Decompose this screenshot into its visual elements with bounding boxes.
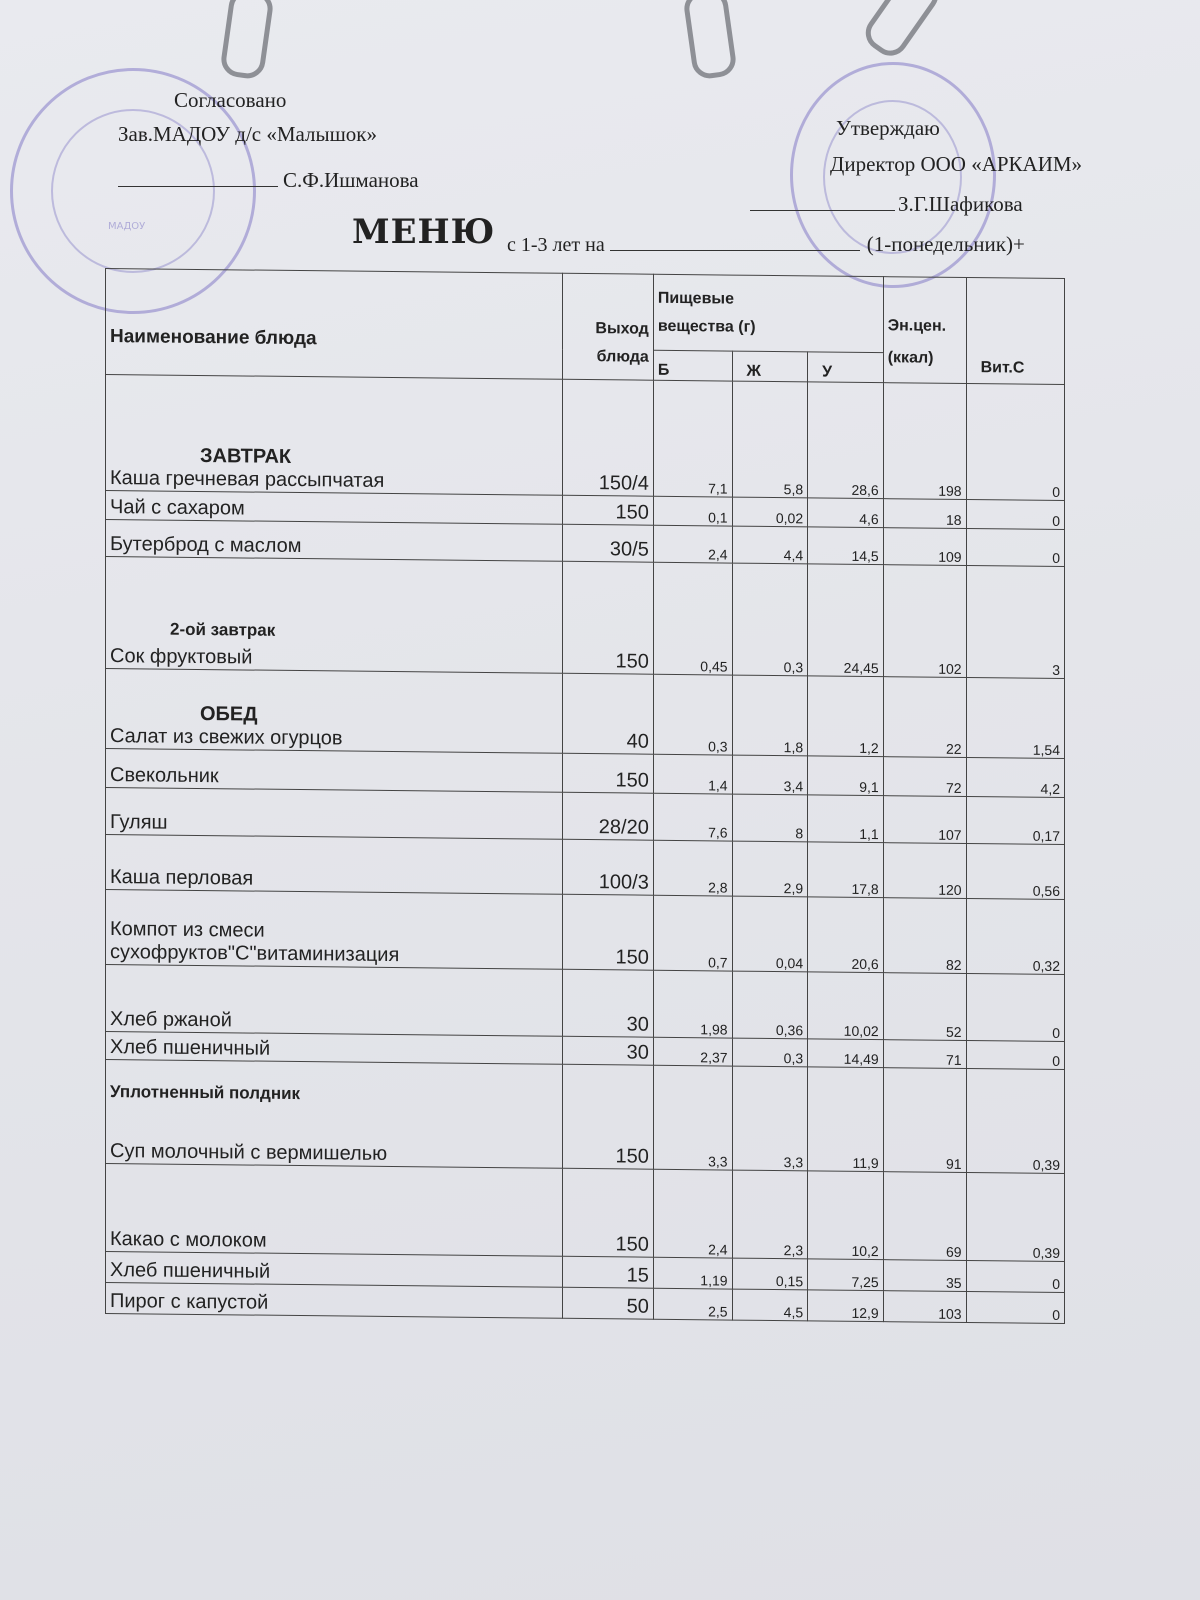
dish-name: Хлеб ржаной xyxy=(110,1008,232,1032)
vitamin-c-cell: 3 xyxy=(966,566,1064,679)
dish-name-cell xyxy=(106,520,563,562)
table-row xyxy=(106,557,1065,679)
paper-clip-icon xyxy=(859,0,946,63)
dish-name-cell xyxy=(106,1164,563,1257)
carbs-cell: 9,1 xyxy=(808,756,884,796)
column-header-protein: Б xyxy=(653,350,732,381)
energy-cell: 82 xyxy=(883,898,966,974)
carbs-cell: 7,25 xyxy=(808,1259,884,1291)
approved-position: Директор ООО «АРКАИМ» xyxy=(830,152,1083,176)
column-header-yield xyxy=(562,273,653,380)
dish-name-cell xyxy=(106,491,563,525)
page-title: МЕНЮ xyxy=(352,212,496,252)
protein-cell: 2,37 xyxy=(653,1037,732,1066)
yield-cell: 150 xyxy=(562,1064,653,1169)
dish-name-cell xyxy=(106,557,563,674)
energy-cell: 109 xyxy=(883,528,966,566)
fat-cell: 5,8 xyxy=(732,381,808,498)
dish-name-continued: сухофруктов"С"витаминизация xyxy=(110,941,400,967)
vitamin-c-cell: 0 xyxy=(966,1041,1064,1070)
column-header-name: Наименование блюда xyxy=(106,269,563,380)
vitamin-c-cell: 4,2 xyxy=(966,758,1064,798)
carbs-cell: 11,9 xyxy=(808,1067,884,1172)
table-row xyxy=(106,890,1065,975)
yield-cell: 150/4 xyxy=(562,379,653,496)
vitamin-c-cell: 0 xyxy=(966,384,1064,501)
approval-stamp-left: МАДОУ xyxy=(10,68,256,314)
fat-cell: 0,02 xyxy=(732,497,808,527)
yield-cell: 150 xyxy=(562,753,653,793)
paper-clip-icon xyxy=(682,0,738,81)
column-header-energy-line2: (ккал) xyxy=(887,349,934,367)
table-row xyxy=(106,835,1065,900)
signature-line-right xyxy=(750,210,895,211)
paper-clip-icon xyxy=(219,0,275,81)
protein-cell: 0,3 xyxy=(653,674,732,755)
carbs-cell: 4,6 xyxy=(808,498,884,528)
yield-cell: 50 xyxy=(562,1287,653,1319)
vitamin-c-cell: 0 xyxy=(966,1292,1064,1324)
page-subtitle xyxy=(507,232,1025,257)
yield-cell: 28/20 xyxy=(562,792,653,840)
carbs-cell: 14,5 xyxy=(808,527,884,565)
vitamin-c-cell: 0 xyxy=(966,974,1064,1042)
energy-cell: 102 xyxy=(883,565,966,678)
protein-cell: 2,8 xyxy=(653,840,732,896)
fat-cell: 4,4 xyxy=(732,526,808,564)
dish-name-cell xyxy=(106,965,563,1037)
fat-cell: 1,8 xyxy=(732,675,808,756)
fat-cell: 3,4 xyxy=(732,755,808,795)
signature-line-left xyxy=(118,186,278,187)
dish-name-cell xyxy=(106,669,563,754)
energy-cell: 103 xyxy=(883,1291,966,1323)
protein-cell: 0,7 xyxy=(653,895,732,971)
vitamin-c-cell: 1,54 xyxy=(966,678,1064,759)
dish-name-cell xyxy=(106,375,563,496)
vitamin-c-cell: 0 xyxy=(966,500,1064,530)
dish-name: Свекольник xyxy=(110,764,219,788)
fat-cell: 0,3 xyxy=(732,563,808,676)
menu-table xyxy=(105,268,1065,1324)
date-blank-line xyxy=(610,250,860,251)
agreed-position: Зав.МАДОУ д/с «Малышок» xyxy=(118,122,378,146)
fat-cell: 2,9 xyxy=(732,841,808,897)
yield-cell: 30 xyxy=(562,1036,653,1065)
meal-section-title: ОБЕД xyxy=(200,702,258,726)
protein-cell: 2,5 xyxy=(653,1288,732,1320)
vitamin-c-cell: 0,39 xyxy=(966,1173,1064,1262)
age-group-label: с 1-3 лет на xyxy=(507,234,605,256)
column-header-yield-line2: блюда xyxy=(596,348,649,366)
dish-name: Салат из свежих огурцов xyxy=(110,725,343,750)
carbs-cell: 10,2 xyxy=(808,1171,884,1260)
column-header-vitc: Вит.С xyxy=(966,278,1064,385)
yield-cell: 150 xyxy=(562,1168,653,1257)
agreed-name: С.Ф.Ишманова xyxy=(283,168,419,192)
yield-cell: 40 xyxy=(562,673,653,754)
column-header-nutrients xyxy=(653,274,883,352)
protein-cell: 3,3 xyxy=(653,1065,732,1170)
energy-cell: 72 xyxy=(883,757,966,797)
dish-name-cell xyxy=(106,835,563,895)
dish-name-cell xyxy=(106,1032,563,1065)
column-header-energy-line1: Эн.цен. xyxy=(887,317,947,335)
dish-name: Компот из смеси xyxy=(110,918,265,942)
agreed-label: Согласовано xyxy=(174,88,287,112)
yield-cell: 150 xyxy=(562,561,653,674)
energy-cell: 35 xyxy=(883,1260,966,1292)
column-header-carbs: У xyxy=(808,352,884,383)
carbs-cell: 28,6 xyxy=(808,382,884,499)
protein-cell: 1,4 xyxy=(653,754,732,794)
dish-name: Каша гречневая рассыпчатая xyxy=(110,467,385,492)
protein-cell: 0,45 xyxy=(653,562,732,675)
energy-cell: 198 xyxy=(883,383,966,500)
carbs-cell: 10,02 xyxy=(808,972,884,1040)
carbs-cell: 1,1 xyxy=(808,795,884,843)
carbs-cell: 20,6 xyxy=(808,897,884,973)
energy-cell: 69 xyxy=(883,1172,966,1261)
energy-cell: 52 xyxy=(883,973,966,1041)
table-row xyxy=(106,1060,1065,1174)
column-header-nutrients-line2: вещества (г) xyxy=(657,317,756,336)
approved-name: З.Г.Шафикова xyxy=(898,192,1023,216)
dish-name: Бутерброд с маслом xyxy=(110,533,302,558)
protein-cell: 7,1 xyxy=(653,380,732,497)
protein-cell: 7,6 xyxy=(653,793,732,841)
dish-name-cell xyxy=(106,1060,563,1169)
yield-cell: 15 xyxy=(562,1256,653,1288)
dish-name: Пирог с капустой xyxy=(110,1290,269,1314)
dish-name: Какао с молоком xyxy=(110,1228,267,1252)
dish-name-cell xyxy=(106,788,563,840)
energy-cell: 107 xyxy=(883,796,966,844)
column-header-energy xyxy=(883,277,966,384)
protein-cell: 2,4 xyxy=(653,525,732,563)
meal-section-title: 2-ой завтрак xyxy=(170,619,276,640)
energy-cell: 120 xyxy=(883,843,966,899)
carbs-cell: 17,8 xyxy=(808,842,884,898)
approved-label: Утверждаю xyxy=(836,116,940,140)
fat-cell: 8 xyxy=(732,794,808,842)
vitamin-c-cell: 0,17 xyxy=(966,797,1064,845)
protein-cell: 1,98 xyxy=(653,970,732,1038)
column-header-fat: Ж xyxy=(732,351,808,382)
vitamin-c-cell: 0,32 xyxy=(966,899,1064,975)
dish-name-cell xyxy=(106,1283,563,1319)
fat-cell: 0,15 xyxy=(732,1258,808,1290)
carbs-cell: 12,9 xyxy=(808,1290,884,1322)
dish-name: Хлеб пшеничный xyxy=(110,1259,271,1283)
dish-name-cell xyxy=(106,1252,563,1288)
fat-cell: 0,3 xyxy=(732,1038,808,1067)
carbs-cell: 24,45 xyxy=(808,564,884,677)
yield-cell: 30/5 xyxy=(562,524,653,562)
fat-cell: 4,5 xyxy=(732,1289,808,1321)
table-row xyxy=(106,1164,1065,1262)
menu-table-body xyxy=(106,375,1065,1324)
table-row xyxy=(106,965,1065,1042)
yield-cell: 150 xyxy=(562,495,653,525)
protein-cell: 0,1 xyxy=(653,496,732,526)
dish-name-cell xyxy=(106,890,563,970)
yield-cell: 100/3 xyxy=(562,839,653,895)
protein-cell: 2,4 xyxy=(653,1169,732,1258)
vitamin-c-cell: 0 xyxy=(966,1261,1064,1293)
fat-cell: 2,3 xyxy=(732,1170,808,1259)
vitamin-c-cell: 0,39 xyxy=(966,1069,1064,1174)
energy-cell: 18 xyxy=(883,499,966,529)
fat-cell: 0,36 xyxy=(732,971,808,1039)
dish-name: Гуляш xyxy=(110,811,168,834)
day-label: (1-понедельник)+ xyxy=(866,232,1025,256)
column-header-nutrients-line1: Пищевые xyxy=(657,289,734,308)
dish-name: Каша перловая xyxy=(110,866,254,890)
vitamin-c-cell: 0 xyxy=(966,529,1064,567)
column-header-yield-line1: Выход xyxy=(595,320,649,338)
dish-name-cell xyxy=(106,749,563,793)
meal-section-title: Уплотненный полдник xyxy=(110,1082,301,1104)
yield-cell: 30 xyxy=(562,969,653,1037)
protein-cell: 1,19 xyxy=(653,1257,732,1289)
table-row xyxy=(106,375,1065,501)
dish-name: Суп молочный с вермишелью xyxy=(110,1140,388,1165)
carbs-cell: 14,49 xyxy=(808,1039,884,1068)
energy-cell: 22 xyxy=(883,677,966,758)
dish-name: Чай с сахаром xyxy=(110,496,245,520)
dish-name: Хлеб пшеничный xyxy=(110,1036,271,1060)
fat-cell: 0,04 xyxy=(732,896,808,972)
carbs-cell: 1,2 xyxy=(808,676,884,757)
energy-cell: 91 xyxy=(883,1068,966,1173)
yield-cell: 150 xyxy=(562,894,653,970)
energy-cell: 71 xyxy=(883,1040,966,1069)
fat-cell: 3,3 xyxy=(732,1066,808,1171)
table-row xyxy=(106,669,1065,759)
meal-section-title: ЗАВТРАК xyxy=(200,444,292,468)
dish-name: Сок фруктовый xyxy=(110,645,253,669)
vitamin-c-cell: 0,56 xyxy=(966,844,1064,900)
